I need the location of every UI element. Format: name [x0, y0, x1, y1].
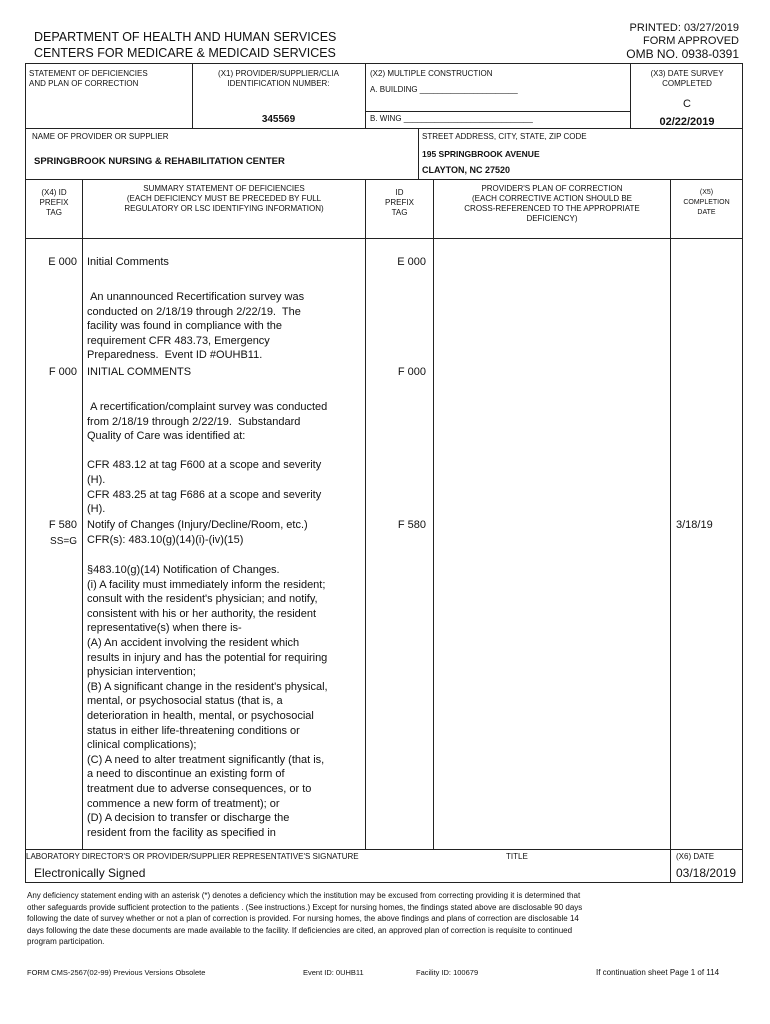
agency-line-1: DEPARTMENT OF HEALTH AND HUMAN SERVICES	[34, 30, 337, 44]
col-plan-header: PROVIDER'S PLAN OF CORRECTION (EACH CORRECTIVE ACTION SHOULD BE CROSS-REFERENCED TO THE APPROPRIATE DEFICIENCY)	[464, 184, 640, 223]
wing-field: B. WING _____________________________	[370, 114, 533, 123]
f000-tag: F 000	[48, 366, 77, 378]
f000-id-tag: F 000	[397, 366, 426, 378]
x3-code: C	[683, 98, 691, 110]
e000-body: An unannounced Recertification survey was conducted on 2/18/19 through 2/22/19. The facility was found in compliance with the requirement CFR 483.73, Emergency Preparedness. Event ID #OUHB11.	[87, 291, 305, 362]
f580-completion-date: 3/18/19	[676, 519, 713, 531]
disclaimer: Any deficiency statement ending with an asterisk (*) denotes a deficiency which the institution may be excused from correcting providing it is determined that other safeguards provide sufficient protection to the patients . (See instructions.) Except for nursing homes, the findings stated above are disclosable 90 days following the date of survey whether or not a plan of correction is provided. For nursing homes, the above findings and plans of correction are disclosable 14 days following the date these documents are made available to the facility. If deficiencies are cited, an approved plan of correction is requisite to continued program participation.	[27, 891, 583, 946]
building-field: A. BUILDING ______________________	[370, 85, 518, 94]
address-line-2: CLAYTON, NC 27520	[422, 165, 511, 175]
col-id-header: ID PREFIX TAG	[385, 188, 414, 217]
provider-number: 345569	[261, 114, 296, 125]
event-id: Event ID: 0UHB11	[303, 968, 364, 977]
col-x4-header: (X4) ID PREFIX TAG	[39, 188, 69, 217]
x2-label: (X2) MULTIPLE CONSTRUCTION	[370, 69, 493, 78]
signature-value: Electronically Signed	[34, 866, 146, 880]
agency-line-2: CENTERS FOR MEDICARE & MEDICAID SERVICES	[34, 45, 336, 60]
e000-id-tag: E 000	[397, 256, 426, 268]
e000-title: Initial Comments	[87, 256, 169, 268]
f000-body: A recertification/complaint survey was conducted from 2/18/19 through 2/22/19. Substandard Quality of Care was identified at: CFR 483.12 at tag F600 at a scope and severity (H). CFR 483.25 at tag F686 at a scope and severity (H).	[87, 401, 328, 516]
date-label: (X6) DATE	[676, 852, 715, 861]
form-number: FORM CMS-2567(02-99) Previous Versions Obsolete	[27, 968, 206, 977]
agency-header	[34, 30, 336, 61]
page-number: If continuation sheet Page 1 of 114	[596, 968, 720, 977]
form-info	[626, 22, 739, 61]
x1-label: (X1) PROVIDER/SUPPLIER/CLIA IDENTIFICATION NUMBER:	[218, 69, 339, 88]
e000-tag: E 000	[48, 256, 77, 268]
omb-number: OMB NO. 0938-0391	[626, 47, 739, 61]
signature-date: 03/18/2019	[676, 866, 737, 880]
address-line-1: 195 SPRINGBROOK AVENUE	[422, 149, 540, 159]
f580-title: Notify of Changes (Injury/Decline/Room, etc.) CFR(s): 483.10(g)(14)(i)-(iv)(15)	[87, 519, 308, 546]
title-label: TITLE	[506, 852, 528, 861]
facility-id: Facility ID: 100679	[416, 968, 479, 977]
statement-label: STATEMENT OF DEFICIENCIES AND PLAN OF CORRECTION	[29, 69, 148, 88]
address-label: STREET ADDRESS, CITY, STATE, ZIP CODE	[422, 132, 587, 141]
col-x5-header: (X5) COMPLETION DATE	[683, 189, 730, 216]
col-summary-header: SUMMARY STATEMENT OF DEFICIENCIES (EACH DEFICIENCY MUST BE PRECEDED BY FULL REGULATORY OR LSC IDENTIFYING INFORMATION)	[124, 184, 324, 213]
f580-body: §483.10(g)(14) Notification of Changes. (i) A facility must immediately inform the resident; consult with the resident's physician; and notify, consistent with his or her authority, the resident representative(s) when there is- (A) An accident involving the resident which results in injury and has the potential for requiring physician intervention; (B) A significant change in the resident's physical, mental, or psychosocial status (that is, a deterioration in health, mental, or psychosocial status in either life-threatening conditions or clinical complications); (C) A need to alter treatment significantly (that is, a need to discontinue an existing form of treatment due to adverse consequences, or to commence a new form of treatment); or (D) A decision to transfer or discharge the resident from the facility as specified in	[87, 564, 328, 839]
signature-label: LABORATORY DIRECTOR'S OR PROVIDER/SUPPLIER REPRESENTATIVE'S SIGNATURE	[26, 852, 359, 861]
f580-tag: F 580	[48, 519, 77, 531]
survey-completed-date: 02/22/2019	[659, 116, 715, 128]
form-approved: FORM APPROVED	[643, 35, 739, 47]
x3-label: (X3) DATE SURVEY COMPLETED	[650, 69, 724, 88]
f000-title: INITIAL COMMENTS	[87, 366, 192, 378]
f580-id-tag: F 580	[397, 519, 426, 531]
provider-name-label: NAME OF PROVIDER OR SUPPLIER	[32, 132, 169, 141]
printed-date: PRINTED: 03/27/2019	[629, 22, 739, 34]
provider-name: SPRINGBROOK NURSING & REHABILITATION CENTER	[34, 156, 285, 167]
f580-scope-severity: SS=G	[50, 536, 77, 547]
